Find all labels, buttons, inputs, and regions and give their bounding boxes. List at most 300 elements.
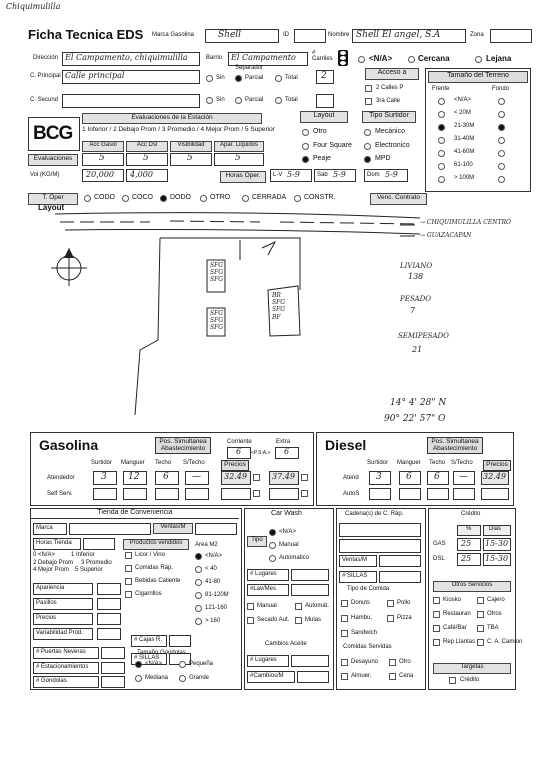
cadena-sillas-field[interactable] xyxy=(379,571,421,583)
gas-techo-header: Techo xyxy=(155,460,172,466)
area-option-label: 81-120M xyxy=(205,592,229,598)
otros-servicios-title: Otros Servicios xyxy=(433,581,511,592)
psa-label: <P.S.A.> xyxy=(251,450,271,456)
visibilidad-value: 5 xyxy=(187,153,193,163)
oper-option-label: CERRADA xyxy=(252,194,287,201)
frente-option-radio[interactable] xyxy=(438,176,445,183)
dsl-precio-value: 32.49 xyxy=(483,472,506,481)
otro-servicio-label: Rep Llantas xyxy=(443,639,476,645)
area-option-radio[interactable] xyxy=(195,566,202,573)
marca-field[interactable] xyxy=(205,29,279,43)
corriente-label: Corriente xyxy=(227,439,252,445)
fondo-option-radio[interactable] xyxy=(498,137,505,144)
dsl-stecho-value: — xyxy=(459,472,468,482)
horas-oper-button[interactable]: Horas Oper. xyxy=(220,171,266,183)
direccion-label: Dirección xyxy=(33,55,59,61)
gas-precios-label: Precios xyxy=(221,460,249,471)
dsl-stecho-field[interactable] xyxy=(453,471,475,485)
surtidor-mecanico-radio[interactable] xyxy=(364,129,371,136)
frente-option-radio[interactable] xyxy=(438,150,445,157)
evaluaciones-header[interactable]: Evaluaciones de la Estación xyxy=(82,113,262,124)
almuer-checkbox[interactable] xyxy=(341,673,348,680)
producto-label: Cigarrillos xyxy=(135,591,162,597)
producto-label: Comidas Ráp. xyxy=(135,565,174,571)
almuer-label: Almuer. xyxy=(351,673,372,679)
tienda-sillas-label: # SILLAS xyxy=(134,655,160,661)
tienda-marca-field[interactable] xyxy=(69,523,151,535)
self-stecho-field[interactable] xyxy=(185,488,209,500)
cambios-lugares-label: # Lugares xyxy=(250,657,277,663)
tercera-calle-checkbox[interactable] xyxy=(365,98,372,105)
cadena-ventas-field[interactable] xyxy=(379,555,421,567)
otro-servicio-checkbox[interactable] xyxy=(477,611,484,618)
producto-checkbox[interactable] xyxy=(125,578,132,585)
atend-label: Atend xyxy=(343,475,359,481)
sep-parcial-radio[interactable] xyxy=(235,75,242,82)
desayuno-checkbox[interactable] xyxy=(341,659,348,666)
sep-sin-radio[interactable] xyxy=(206,75,213,82)
estacionamientos-label: # Estacionamientos xyxy=(36,664,89,670)
vol-dsl-value: 4,000 xyxy=(130,170,153,179)
cadena-name-field[interactable] xyxy=(339,523,421,537)
separador-label: Separador xyxy=(235,65,264,71)
acc-gasol-header[interactable]: Acc Gasol xyxy=(82,141,124,152)
precio-extra-field[interactable] xyxy=(269,471,299,485)
frente-option-radio[interactable] xyxy=(438,163,445,170)
carwash-lugares-field[interactable] xyxy=(291,569,329,581)
pollo-checkbox[interactable] xyxy=(387,600,394,607)
semipesado-label: SEMIPESADO xyxy=(398,332,449,340)
acc-gasol-value: 5 xyxy=(99,153,105,163)
otro-servicio-checkbox[interactable] xyxy=(477,597,484,604)
precio-corriente-checkbox[interactable] xyxy=(253,474,260,481)
layout-four-square-label: Four Square xyxy=(313,142,352,149)
credito-gas-dias-field[interactable] xyxy=(483,538,511,551)
cambios-lugares-field[interactable] xyxy=(291,655,329,667)
carwash-secado-checkbox[interactable] xyxy=(247,617,254,624)
targeta-credito-checkbox[interactable] xyxy=(449,677,456,684)
dom-value: 5-9 xyxy=(385,170,398,179)
autos-surtidor-field[interactable] xyxy=(369,488,391,500)
tienda-eval-field[interactable] xyxy=(97,613,121,625)
cambios-mes-field[interactable] xyxy=(297,671,329,683)
building-labels: BR SFG SFG BF xyxy=(272,292,286,321)
sandwich-checkbox[interactable] xyxy=(341,630,348,637)
acceso-lejana-radio[interactable] xyxy=(475,56,482,63)
gas-surtidor-field[interactable] xyxy=(93,471,117,485)
credito-panel xyxy=(428,508,523,690)
credito-gas-label: GAS xyxy=(433,541,446,547)
area-option-radio[interactable] xyxy=(195,592,202,599)
producto-checkbox[interactable] xyxy=(125,565,132,572)
tienda-ventas-button[interactable]: Ventas/M xyxy=(153,523,193,534)
sab-label: Sab xyxy=(317,172,328,178)
donuts-label: Donuts xyxy=(351,600,371,606)
otro-servicio-label: Café/Bar xyxy=(443,625,467,631)
carwash-manual-checkbox[interactable] xyxy=(247,603,254,610)
fondo-option-radio[interactable] xyxy=(498,124,505,131)
donuts-checkbox[interactable] xyxy=(341,600,348,607)
id-field[interactable] xyxy=(294,29,326,43)
visibilidad-header[interactable]: Visibilidad xyxy=(170,141,212,152)
oper-option-label: OTRO xyxy=(210,194,231,201)
precio-corriente-field[interactable] xyxy=(221,471,251,485)
autos-precio-field[interactable] xyxy=(481,488,509,500)
carwash-mulas-label: Mulas xyxy=(305,617,322,623)
carriles-field[interactable] xyxy=(316,70,334,84)
acceso-na-label: <N/A> xyxy=(369,54,393,63)
self-techo-field[interactable] xyxy=(155,488,179,500)
credito-gas-pct-field[interactable] xyxy=(457,538,481,551)
carwash-manual-radio[interactable] xyxy=(269,542,276,549)
otro-servicio-checkbox[interactable] xyxy=(433,597,440,604)
fondo-option-radio[interactable] xyxy=(498,98,505,105)
dsl-surtidor-value: 3 xyxy=(376,472,382,482)
carwash-lavmes-label: #Lav/Mes xyxy=(250,586,277,592)
credito-dsl-pct-field[interactable] xyxy=(457,553,481,566)
carwash-lavmes-box xyxy=(247,584,289,596)
coordinate-lat: 14° 4' 28" N xyxy=(390,398,447,408)
tipo-surtidor-button[interactable]: Tipo Surtidor xyxy=(362,111,416,123)
tienda-eval-field[interactable] xyxy=(97,583,121,595)
credito-dsl-dias-field[interactable] xyxy=(483,553,511,566)
cadena-name2-field[interactable] xyxy=(339,539,421,553)
gas-stecho-value: — xyxy=(192,472,201,482)
layout-section-label: Layout xyxy=(38,203,65,212)
cadena-sillas-box xyxy=(339,571,377,583)
oper-option-label: CODO xyxy=(94,194,115,201)
oper-option-label: COCO xyxy=(132,194,153,201)
producto-checkbox[interactable] xyxy=(125,552,132,559)
surtidor-electronico-label: Electronico xyxy=(375,142,410,149)
gasolina-pos-button[interactable]: Pos. Simultanea Abastecimiento xyxy=(155,437,211,454)
credito-dsl-pct-value: 25 xyxy=(461,554,472,563)
tienda-eval-label-box xyxy=(33,628,93,640)
area-option-label: 121-160 xyxy=(205,605,228,611)
terreno-option-label: 21-30M xyxy=(454,123,475,129)
estacionamientos-box xyxy=(33,662,99,674)
diesel-title: Diesel xyxy=(325,437,367,453)
carwash-manual-check-label: Manual xyxy=(257,603,277,609)
puertas-label: # Puertas Neveras xyxy=(36,649,86,655)
area-option-radio[interactable] xyxy=(195,618,202,625)
sab-field[interactable] xyxy=(314,169,356,182)
gas-manguer-header: Manguer xyxy=(121,460,145,466)
carwash-lavmes-field[interactable] xyxy=(291,584,329,596)
dom-label: Dom xyxy=(367,172,380,178)
cadena-sillas-label: # SILLAS xyxy=(342,573,368,579)
tienda-marca-label-box xyxy=(33,523,67,535)
area-option-radio[interactable] xyxy=(195,579,202,586)
tienda-marca-label: Marca xyxy=(36,525,53,531)
carwash-mulas-checkbox[interactable] xyxy=(295,617,302,624)
producto-checkbox[interactable] xyxy=(125,591,132,598)
precio-extra-value: 37.49 xyxy=(272,472,295,481)
otro-comida-label: Otro xyxy=(399,659,411,665)
barrio-field[interactable] xyxy=(228,52,308,66)
targeta-credito-label: Crédito xyxy=(460,677,480,683)
carwash-na-label: <N/A> xyxy=(279,529,297,535)
carwash-automat-label: Automát. xyxy=(305,603,330,609)
autos-stecho-field[interactable] xyxy=(453,488,475,500)
dom-field[interactable] xyxy=(364,169,408,182)
credito-gas-dias-value: 15-30 xyxy=(485,539,509,548)
frente-option-radio[interactable] xyxy=(438,137,445,144)
estacionamientos-field[interactable] xyxy=(101,662,125,674)
sec-parcial-label: Parcial xyxy=(245,97,264,103)
self-surtidor-field[interactable] xyxy=(93,488,117,500)
horas-tienda-field[interactable] xyxy=(83,538,115,550)
pump-labels-bottom: SFG SFG SFG xyxy=(210,310,224,332)
dos-calles-checkbox[interactable] xyxy=(365,85,372,92)
gondola-na-radio[interactable] xyxy=(135,661,142,668)
carwash-lugares-box xyxy=(247,569,289,581)
barrio-label: Barrio xyxy=(206,55,223,61)
gas-surtidor-header: Surtidor xyxy=(91,460,113,466)
otro-servicio-checkbox[interactable] xyxy=(433,639,440,646)
apar-liquidos-value-box[interactable] xyxy=(214,153,264,166)
dsl-precios-label: Precios xyxy=(483,460,511,471)
layout-four-square-radio[interactable] xyxy=(302,143,309,150)
productos-vendidos-button[interactable]: Productos vendidos xyxy=(123,539,189,550)
area-option-label: < 40 xyxy=(205,566,217,572)
fondo-label: Fondo xyxy=(492,86,510,92)
gondola-mediana-label: Mediana xyxy=(145,675,169,681)
cadena-ventas-box xyxy=(339,555,377,567)
evaluaciones-label[interactable]: Evaluaciones xyxy=(28,154,78,166)
c-principal-value: Calle principal xyxy=(65,71,125,80)
terreno-panel xyxy=(425,68,531,192)
producto-label: Licor / Vino xyxy=(135,552,165,558)
oper-option-label: DODO xyxy=(170,194,191,201)
vol-dsl-field[interactable] xyxy=(126,169,168,182)
pesado-label: PESADO xyxy=(400,295,432,303)
liviano-value: 138 xyxy=(408,272,424,281)
apar-liquidos-value: 5 xyxy=(235,153,241,163)
acc-dsl-value-box[interactable] xyxy=(126,153,168,166)
otro-servicio-label: C. A. Camion xyxy=(487,639,523,645)
pizza-checkbox[interactable] xyxy=(387,615,394,622)
dsl-surtidor-field[interactable] xyxy=(369,471,391,485)
otro-servicio-checkbox[interactable] xyxy=(433,611,440,618)
dsl-manguer-field[interactable] xyxy=(399,471,421,485)
carwash-automatico-label: Automatico xyxy=(279,555,310,561)
id-label: ID xyxy=(283,32,289,38)
tienda-eval-label: Apariencia xyxy=(36,585,65,591)
pizza-label: Pizza xyxy=(397,615,412,621)
fondo-option-radio[interactable] xyxy=(498,150,505,157)
acceso-button[interactable]: Acceso a xyxy=(365,68,419,80)
form-title: Ficha Tecnica EDS xyxy=(28,27,144,42)
area-option-label: <N/A> xyxy=(205,553,223,559)
layout-peaje-radio[interactable] xyxy=(302,156,309,163)
c-principal-label: C. Principal xyxy=(30,73,61,79)
tienda-eval-label-box xyxy=(33,583,93,595)
tienda-eval-field[interactable] xyxy=(97,628,121,640)
otro-servicio-checkbox[interactable] xyxy=(433,625,440,632)
lv-label: L-V xyxy=(273,172,283,178)
c-secund-field[interactable] xyxy=(62,94,200,108)
autos-label: AutoS xyxy=(343,491,360,497)
nombre-field[interactable] xyxy=(352,29,466,43)
acceso-cercana-radio[interactable] xyxy=(408,56,415,63)
cajas-label-box xyxy=(131,635,167,647)
nombre-label: Nombre xyxy=(328,32,350,38)
gasolina-title: Gasolina xyxy=(39,437,99,453)
area-option-radio[interactable] xyxy=(195,605,202,612)
dsl-techo-header: Techo xyxy=(429,460,446,466)
carwash-automatico-radio[interactable] xyxy=(269,555,276,562)
puertas-box xyxy=(33,647,99,659)
gas-stecho-field[interactable] xyxy=(185,471,209,485)
gas-manguer-field[interactable] xyxy=(123,471,147,485)
gasolina-panel xyxy=(30,432,314,506)
puertas-field[interactable] xyxy=(101,647,125,659)
acc-gasol-value-box[interactable] xyxy=(82,153,124,166)
extra-label: Extra xyxy=(276,439,291,445)
area-option-label: 41-80 xyxy=(205,579,221,585)
corriente-field[interactable] xyxy=(227,447,251,459)
dsl-techo-field[interactable] xyxy=(427,471,449,485)
diesel-pos-button[interactable]: Pos. Simultanea Abastecimiento xyxy=(427,437,483,454)
layout-otro-radio[interactable] xyxy=(302,129,309,136)
frente-option-radio[interactable] xyxy=(438,111,445,118)
gas-stecho-header: S/Techo xyxy=(183,460,205,466)
direccion-field[interactable] xyxy=(62,52,200,66)
nombre-value: Shell El angel, S.A xyxy=(356,30,441,40)
zona-field[interactable] xyxy=(490,29,532,43)
gondola-mediana-radio[interactable] xyxy=(135,675,142,682)
c-secund-label: C. Secund xyxy=(30,97,59,103)
coordinate-lon: 90° 22' 57" O xyxy=(384,414,446,424)
carwash-tipo-button[interactable]: Tipo xyxy=(247,536,267,547)
extra-field[interactable] xyxy=(275,447,299,459)
vol-gas-field[interactable] xyxy=(82,169,124,182)
gas-techo-field[interactable] xyxy=(155,471,179,485)
dsl-surtidor-header: Surtidor xyxy=(367,460,389,466)
otro-servicio-label: Cajero xyxy=(487,597,505,603)
sec-parcial-radio[interactable] xyxy=(235,97,242,104)
surtidor-mpd-label: MPD xyxy=(375,155,391,162)
cadena-panel xyxy=(336,508,426,690)
visibilidad-value-box[interactable] xyxy=(170,153,212,166)
self-precio1-checkbox[interactable] xyxy=(253,490,260,497)
gas-manguer-value: 12 xyxy=(128,472,140,482)
self-precio2-checkbox[interactable] xyxy=(301,490,308,497)
acceso-na-radio[interactable] xyxy=(358,56,365,63)
vol-gas-value: 20,000 xyxy=(86,170,114,179)
otro-servicio-checkbox[interactable] xyxy=(477,639,484,646)
dsl-precio-field[interactable] xyxy=(481,471,509,485)
hambu-label: Hambu. xyxy=(351,615,373,621)
fondo-option-radio[interactable] xyxy=(498,111,505,118)
tienda-eval-label: Precios xyxy=(36,615,57,621)
sec-total-label: Total xyxy=(285,97,298,103)
terreno-title: Tamaño del Terreno xyxy=(428,71,528,83)
credito-pct-label: % xyxy=(466,526,472,532)
acc-dsl-header[interactable]: Acc Dsl xyxy=(126,141,168,152)
dsl-manguer-header: Manguer xyxy=(397,460,421,466)
acceso-lejana-label: Lejana xyxy=(486,54,512,63)
sab-value: 5-9 xyxy=(333,170,346,179)
c-principal-field[interactable] xyxy=(62,70,200,84)
direccion-value: El Campamento, chiquimulilla xyxy=(65,53,188,62)
cena-checkbox[interactable] xyxy=(389,673,396,680)
terreno-option-label: < 20M xyxy=(454,110,471,116)
precio-extra-checkbox[interactable] xyxy=(301,474,308,481)
tienda-title: Tienda de Conveniencia xyxy=(31,509,239,519)
surtidor-electronico-radio[interactable] xyxy=(364,143,371,150)
tienda-eval-label: Variabilidad Prod. xyxy=(36,630,83,636)
evaluaciones-scale: 1 Inferior / 2 Debajo Prom / 3 Promedio / 4 Mejor Prom / 5 Superior xyxy=(82,126,275,133)
layout-button[interactable]: Layout xyxy=(300,111,348,123)
dsl-manguer-value: 6 xyxy=(406,472,412,482)
otro-servicio-label: Kiosko xyxy=(443,597,462,603)
area-option-radio[interactable] xyxy=(195,553,202,560)
gondola-grande-radio[interactable] xyxy=(179,675,186,682)
sec-sin-radio[interactable] xyxy=(206,97,213,104)
corriente-value: 6 xyxy=(236,447,242,456)
cambios-mes-label: #Cambios/M xyxy=(250,673,284,679)
liviano-label: LIVIANO xyxy=(400,262,433,270)
otro-comida-checkbox[interactable] xyxy=(389,659,396,666)
tienda-ventas-field[interactable] xyxy=(195,523,237,535)
credito-title: Crédito xyxy=(461,511,481,517)
fondo-option-radio[interactable] xyxy=(498,163,505,170)
pollo-label: Pollo xyxy=(397,600,411,606)
carriles-secund-field[interactable] xyxy=(316,94,334,108)
hambu-checkbox[interactable] xyxy=(341,615,348,622)
terreno-option-label: 61-100 xyxy=(454,162,473,168)
self-precio1-field[interactable] xyxy=(221,488,251,500)
t-oper-button[interactable]: T. Oper xyxy=(28,193,78,205)
terreno-option-label: <N/A> xyxy=(454,97,472,103)
tipo-comida-title: Tipo de Comida xyxy=(347,586,390,592)
road-label-guazacapan: → GUAZACAPAN xyxy=(420,232,472,239)
sep-total-radio[interactable] xyxy=(275,75,282,82)
surtidor-mpd-radio[interactable] xyxy=(364,156,371,163)
autos-techo-field[interactable] xyxy=(427,488,449,500)
otro-servicio-label: Restauran xyxy=(443,611,471,617)
otro-servicio-checkbox[interactable] xyxy=(477,625,484,632)
cajas-field[interactable] xyxy=(169,635,191,647)
terreno-option-label: > 100M xyxy=(454,175,475,181)
frente-option-radio[interactable] xyxy=(438,98,445,105)
gondolas-field[interactable] xyxy=(101,676,125,688)
sec-total-radio[interactable] xyxy=(275,97,282,104)
carriles-value: 2 xyxy=(321,71,327,81)
tienda-eval-field[interactable] xyxy=(97,598,121,610)
gas-techo-value: 6 xyxy=(163,472,169,482)
frente-option-radio[interactable] xyxy=(438,124,445,131)
self-manguer-field[interactable] xyxy=(123,488,147,500)
gondola-pequena-radio[interactable] xyxy=(179,661,186,668)
carwash-na-radio[interactable] xyxy=(269,529,276,536)
carwash-secado-label: Secado Aut. xyxy=(257,617,290,623)
vol-label: Vol (KG/M) xyxy=(30,172,60,178)
venc-contrato-button[interactable]: Venc. Contrato xyxy=(370,193,427,205)
fondo-option-radio[interactable] xyxy=(498,176,505,183)
bcg-logo xyxy=(28,117,80,151)
sep-total-label: Total xyxy=(285,75,298,81)
self-precio2-field[interactable] xyxy=(269,488,299,500)
credito-dsl-dias-value: 15-30 xyxy=(485,554,509,563)
gondola-pequena-label: Pequeña xyxy=(189,661,214,667)
carwash-automat-checkbox[interactable] xyxy=(295,603,302,610)
autos-manguer-field[interactable] xyxy=(399,488,421,500)
lv-field[interactable] xyxy=(270,169,312,182)
apar-liquidos-header[interactable]: Apar. Liquidos xyxy=(214,141,264,152)
